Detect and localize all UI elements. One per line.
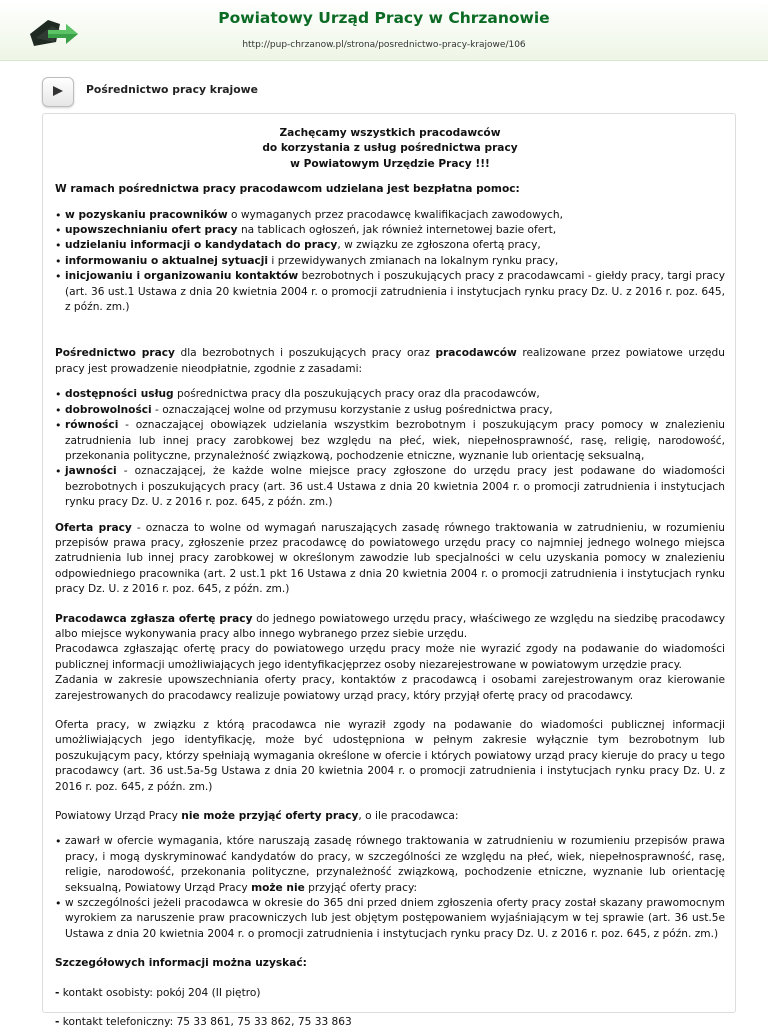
offer-definition: Oferta pracy - oznacza to wolne od wymagań naruszających zasadę równego traktowania w zatrudnieniu, w rozumieniu przepisów prawa pracy, zgłoszenie przez pracodawcę do powiatowego urzędu pracy co najmniej jednego wolnego miejsca zatrudnienia lub innej pracy zarobkowej w określonym zawodzie lub specjalności w celu uzyskania pomocy w znalezieniu odpowiedniego pracownika (art. 2 ust.1 pkt 16 Ustawa z dnia 20 kwietnia 2004 r. o promocji zatrudnienia i instytucjach rynku pracy Dz. U. z 2016 r. poz. 645, z późn. zm.): [55, 521, 725, 596]
list-item: • jawności - oznaczającej, że każde wolne miejsce pracy zgłoszone do urzędu pracy jest podawane do wiadomości bezrobotnych i poszukujących pracy (art. 36 ust.4 Ustawa z dnia 20 kwietnia 2004 r. o promocji zatrudnienia i instytucjach rynku pracy Dz. U. z 2016 r. poz. 645, z późn. zm.): [55, 464, 725, 510]
anonymous-offer-paragraph: Oferta pracy, w związku z którą pracodawca nie wyraził zgody na podawanie do wiadomości publicznej informacji umożliwiających jego identyfikację, może być udostępniona w pełnym zakresie wyłącznie tym bezrobotnym lub poszukującym pacy, którzy spełniają wymagania określone w ofercie i których powiatowy urząd pracy kieruje do pracy u tego pracodawcy (art. 36 ust.5a-5g Ustawa z dnia 20 kwietnia 2004 r. o promocji zatrudnienia i instytucjach rynku pracy Dz. U. z 2016 r. poz. 645, z późn. zm.): [55, 719, 725, 793]
list-item: • dobrowolności - oznaczającej wolne od przymusu korzystanie z usług pośrednictwa pracy,: [55, 403, 725, 418]
principles-paragraph: Pośrednictwo pracy dla bezrobotnych i poszukujących pracy oraz pracodawców realizowane przez powiatowe urzędu pracy jest prowadzenie nieodpłatnie, zgodnie z zasadami:: [55, 347, 725, 375]
list-item: • udzielaniu informacji o kandydatach do pracy, w związku ze zgłoszona ofertą pracy,: [55, 238, 725, 253]
list-item: • inicjowaniu i organizowaniu kontaktów bezrobotnych i poszukujących pracy z pracodawcami - giełdy pracy, targi pracy (art. 36 ust.1 Ustawa z dnia 20 kwietnia 2004 r. o promocji zatrudnienia i instytucjach rynku pracy Dz. U. z 2016 r. poz. 645, z późn. zm.): [55, 269, 725, 315]
contact-phone: - kontakt telefoniczny: 75 33 861, 75 33 862, 75 33 863: [55, 1016, 352, 1029]
list-item: • dostępności usług pośrednictwa pracy dla poszukujących pracy oraz dla pracodawców,: [55, 387, 725, 402]
section-bar: [0, 73, 768, 113]
list-item: • w szczególności jeżeli pracodawca w okresie do 365 dni przed dniem zgłoszenia oferty pracy został skazany prawomocnym wyrokiem za naruszenie praw pracowniczych lub jest objętym postępowaniem wyjaśniającym w tej sprawie (art. 36 ust.5e Ustawa z dnia 20 kwietnia 2004 r. o promocji zatrudnienia i instytucjach rynku pracy Dz. U. z 2016 r. poz. 645, z późn. zm.): [55, 896, 725, 942]
employer-paragraph-line: Pracodawca zgłaszając ofertę pracy do powiatowego urzędu pracy może nie wyrazić zgody na podawanie do wiadomości publicznej informacji umożliwiających jego identyfikacjęprzez osoby niezarejestrowane w powiatowym urzędzie pracy.: [55, 643, 725, 671]
section-arrow-button[interactable]: [42, 77, 74, 107]
help-list: [55, 208, 725, 316]
site-url[interactable]: http://pup-chrzanow.pl/strona/posrednictwo-pracy-krajowe/106: [242, 40, 526, 50]
article-body: [42, 113, 736, 1029]
list-item: • informowaniu o aktualnej sytuacji i przewidywanych zmianach na lokalnym rynku pracy,: [55, 254, 725, 269]
employer-paragraph: Pracodawca zgłasza ofertę pracy do jednego powiatowego urzędu pracy, właściwego ze względu na siedzibę pracodawcy albo miejsce wykonywania pracy albo innego wybranego przez siebie urzędu.: [55, 612, 725, 640]
employer-paragraph-line: Zadania w zakresie upowszechniania oferty pracy, kontaktów z pracodawcą i osobami zarejestrowanym oraz kierowanie zarejestrowanych do pracodawcy realizuje powiatowy urząd pracy, który przyjął ofertę pracy od pracodawcy.: [55, 674, 725, 702]
list-item: • zawarł w ofercie wymagania, które naruszają zasadę równego traktowania w zatrudnieniu w rozumieniu przepisów prawa pracy, i mogą dyskryminować kandydatów do pracy, w szczególności ze względu na płeć, wiek, niepełnosprawność, rasę, religie, narodowość, przekonania polityczne, przynależność związkową, pochodzenie etniczne, wyznanie lub orientację seksualną, Powiatowy Urząd Pracy może nie przyjąć oferty pracy:: [55, 834, 725, 896]
site-title: Powiatowy Urząd Pracy w Chrzanowie: [218, 9, 550, 27]
intro-line: do korzystania z usług pośrednictwa pracy: [262, 142, 518, 155]
arrow-right-icon: [52, 85, 64, 97]
section-title: Pośrednictwo pracy krajowe: [86, 83, 258, 96]
intro-line: w Powiatowym Urzędzie Pracy !!!: [290, 157, 490, 170]
list-item: • upowszechnianiu ofert pracy na tablicach ogłoszeń, jak również internetowej bazie ofert,: [55, 223, 725, 238]
details-heading: Szczegółowych informacji można uzyskać:: [55, 957, 307, 970]
principles-list: [55, 387, 725, 510]
help-heading: W ramach pośrednictwa pracy pracodawcom udzielana jest bezpłatna pomoc:: [55, 183, 520, 196]
reject-intro: Powiatowy Urząd Pracy nie może przyjąć oferty pracy, o ile pracodawca:: [55, 810, 459, 823]
contact-personal: - kontakt osobisty: pokój 204 (II piętro): [55, 986, 261, 999]
list-item: • równości - oznaczającej obowiązek udzielania wszystkim bezrobotnym i poszukującym pracy pomocy w znalezieniu zatrudnienia lub innej pracy zarobkowej bez względu na płeć, wiek, niepełnosprawność, rasę, religię, narodowość, przekonania polityczne, przynależność związkową, pochodzenie etniczne, wyznanie lub orientację seksualną,: [55, 418, 725, 464]
intro-line: Zachęcamy wszystkich pracodawców: [279, 127, 501, 139]
reject-list: [55, 834, 725, 942]
page-header: [0, 0, 768, 61]
list-item: • w pozyskaniu pracowników o wymaganych przez pracodawcę kwalifikacjach zawodowych,: [55, 208, 725, 223]
